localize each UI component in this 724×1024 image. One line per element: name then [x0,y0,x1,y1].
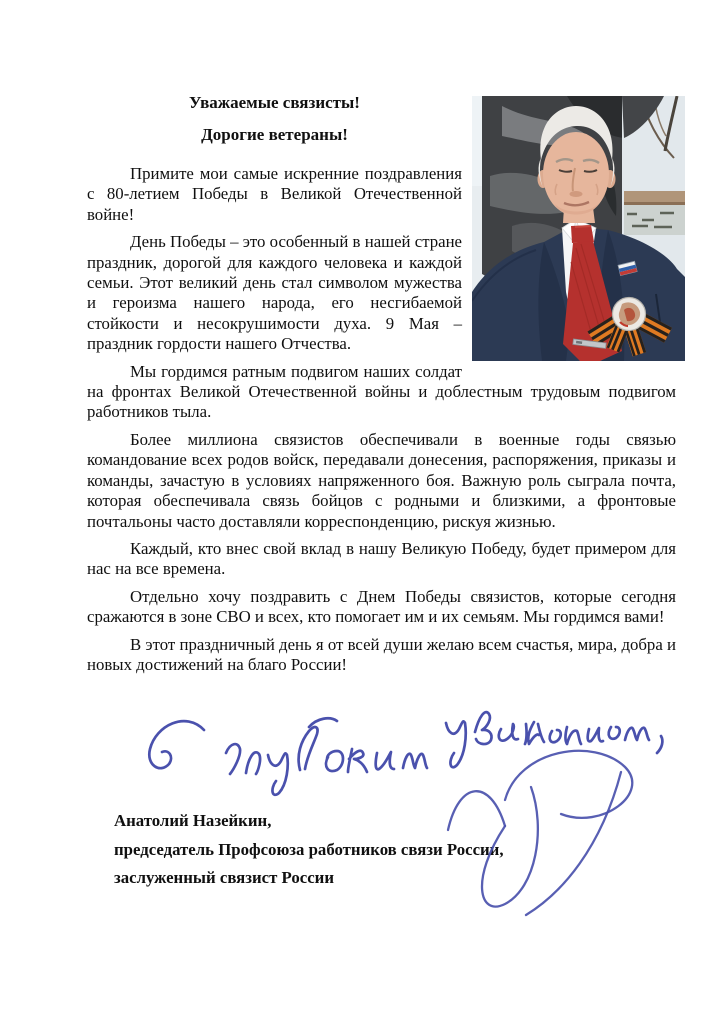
paragraph-victory-day: День Победы – это особенный в нашей стране праздник, дорогой для каждого человека и каждой семьи. Этот великий день стал символом мужества и героизма нашего народа, его несгибаемой стойкости и несокрушимости духа. 9 Мая – праздник гордости нашего Отчества. [87,232,462,354]
paragraph-signalmen-war: Более миллиона связистов обеспечивали в военные годы связью командование всех родов войск, передавали донесения, распоряжения, приказы и команды, зачастую в условиях напряженного боя. Важную роль сыграла почта, которая обеспечивала связь бойцов с родными и близкими, а фронтовые почтальоны часто доставляли корреспонденцию, рискуя жизнью. [87,429,676,531]
paragraph-wishes: В этот праздничный день я от всей души желаю всем счастья, мира, добра и новых достижений на благо России! [87,634,676,674]
signatory-title: председатель Профсоюза работников связи России, [114,839,504,859]
paragraph-example: Каждый, кто внес свой вклад в нашу Великую Победу, будет примером для нас на все времена. [87,538,676,579]
paragraph-pride: Мы гордимся ратным подвигом наших солдат на фронтах Великой Отечественной войны и доблестным трудовым подвигом работников тыла. [87,361,676,422]
portrait-photo-illustration [472,96,685,361]
signature-block [114,807,676,893]
paragraph-svo: Отдельно хочу поздравить с Днем Победы связистов, которые сегодня сражаются в зоне СВО и всех, кто помогает им и их семьям. Мы гордимся вами! [87,586,676,627]
letter-heading-veterany: Дорогие ветераны! [201,125,348,144]
letter-heading-svyazisty: Уважаемые связисты! [189,93,360,112]
letter-content [87,93,676,893]
paragraph-congratulation: Примите мои самые искренние поздравления с 80-летием Победы в Великой Отечественной войне! [87,164,462,224]
portrait-photo [472,96,685,361]
signatory-name: Анатолий Назейкин, [114,811,272,831]
signatory-honor: заслуженный связист России [114,868,334,888]
